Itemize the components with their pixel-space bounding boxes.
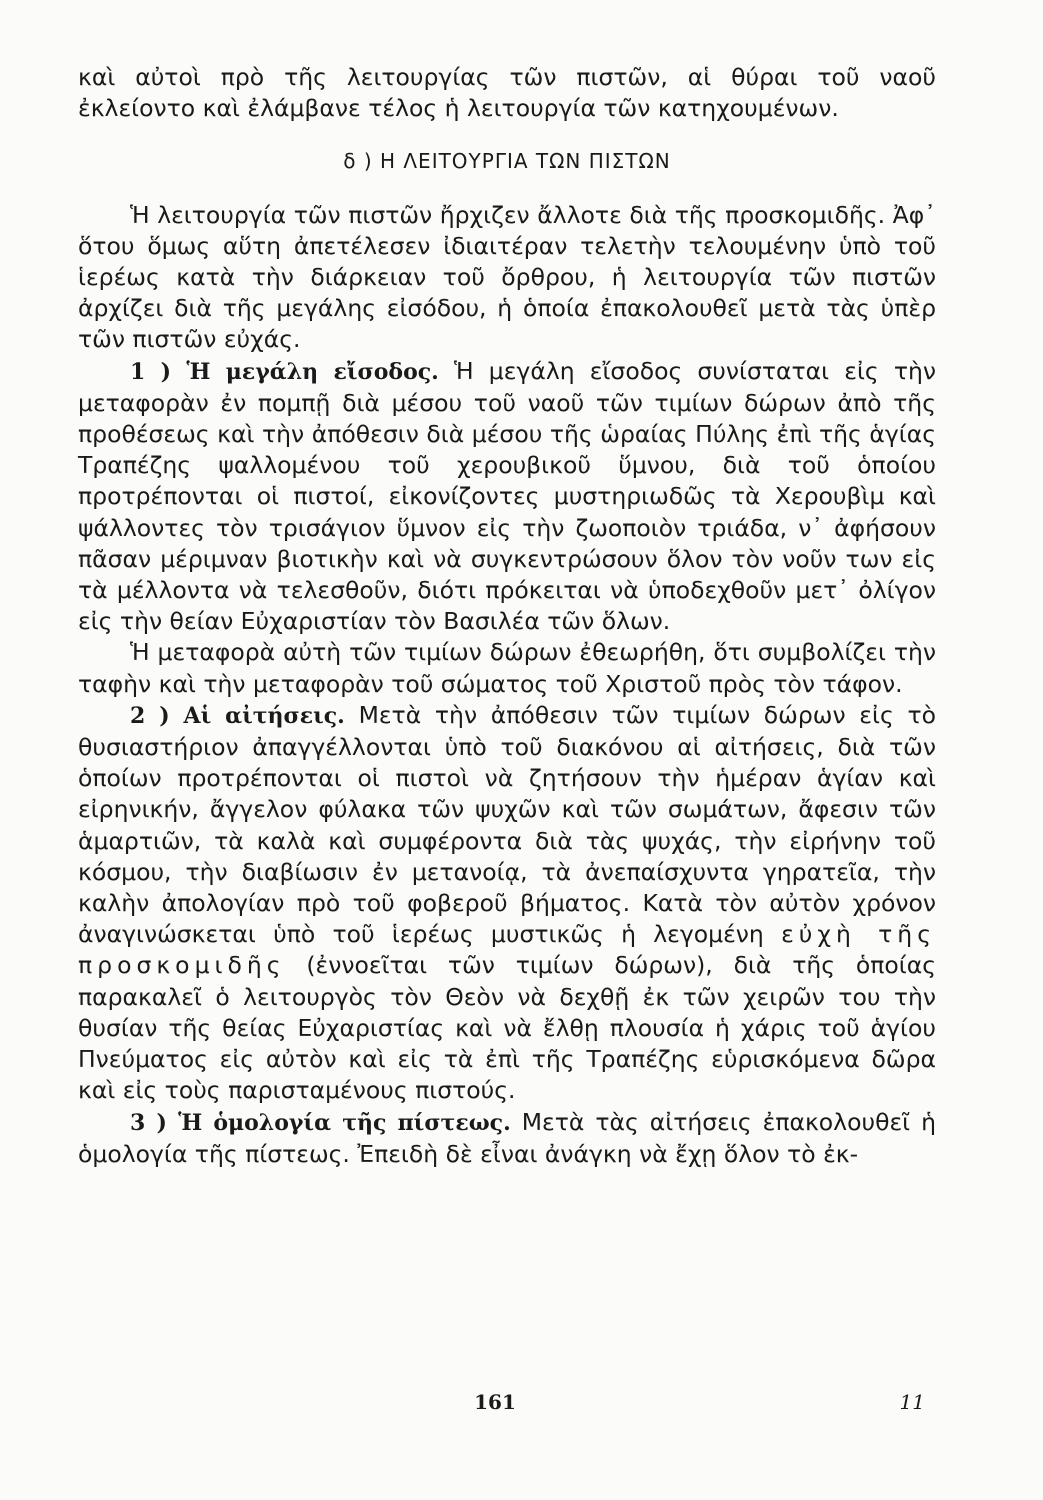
section-1-text: Ἡ μεγάλη εἴσοδος συνίσταται εἰς τὴν μεταφορὰν ἐν πομπῇ διὰ μέσου τοῦ ναοῦ τῶν τιμίων δώρων ἀπὸ τῆς προθέσεως καὶ τὴν ἀπόθεσιν διὰ μέσου τῆς ὡραίας Πύλης ἐπὶ τῆς ἁγίας Τραπέζης ψαλλομένου τοῦ χερουβικοῦ ὕμνου, διὰ τοῦ ὁποίου προτρέπονται οἱ πιστοί, εἰκονίζοντες μυστηριωδῶς τὰ Χερουβὶμ καὶ ψάλλοντες τὸν τρισάγιον ὕμνον εἰς τὴν ζωοποιὸν τριάδα, ν᾽ ἀφήσουν πᾶσαν μέριμναν βιοτικὴν καὶ νὰ συγκεντρώσουν ὅλον τὸν νοῦν των εἰς τὰ μέλλοντα νὰ τελεσθοῦν, διότι πρόκειται νὰ ὑποδεχθοῦν μετ᾽ ὀλίγον εἰς τὴν θείαν Εὐχαριστίαν τὸν Βασιλέα τῶν ὅλων.: [78, 356, 937, 636]
section-2-spaced-phrase: εὐχὴ τῆς προσκομιδῆς: [78, 920, 936, 980]
page-text: [78, 62, 936, 1170]
section-2-text-before: Μετὰ τὴν ἀπόθεσιν τῶν τιμίων δώρων εἰς τὸ θυσιαστήριον ἀπαγγέλλονται ὑπὸ τοῦ διακόνου αἱ αἰτήσεις, διὰ τῶν ὁποίων προτρέπονται οἱ πιστοὶ νὰ ζητήσουν τὴν ἡμέραν ἁγίαν καὶ εἰρηνικήν, ἄγγελον φύλακα τῶν ψυχῶν καὶ τῶν σωμάτων, ἄφεσιν τῶν ἁμαρτιῶν, τὰ καλὰ καὶ συμφέροντα διὰ τὰς ψυχάς, τὴν εἰρήνην τοῦ κόσμου, τὴν διαβίωσιν ἐν μετανοίᾳ, τὰ ἀνεπαίσχυντα γηρατεῖα, τὴν καλὴν ἀπολογίαν πρὸ τοῦ φοβεροῦ βήματος. Κατὰ τὸν αὐτὸν χρόνον ἀναγινώσκεται ὑπὸ τοῦ ἱερέως μυστικῶς ἡ λεγομένη: [78, 700, 936, 949]
signature-mark: 11: [899, 1390, 925, 1414]
section-2-text-after: (ἐννοεῖται τῶν τιμίων δώρων), διὰ τῆς ὁποίας παρακαλεῖ ὁ λειτουργὸς τὸν Θεὸν νὰ δεχθῇ ἐκ τῶν χειρῶν του τὴν θυσίαν τῆς θείας Εὐχαριστίας καὶ νὰ ἔλθῃ πλουσία ἡ χάρις τοῦ ἁγίου Πνεύματος εἰς αὐτὸν καὶ εἰς τὰ ἐπὶ τῆς Τραπέζης εὑρισκόμενα δῶρα καὶ εἰς τοὺς παρισταμένους πιστούς.: [78, 951, 936, 1105]
page-number: 161: [474, 1390, 516, 1414]
section-1-followup: Ἡ μεταφορὰ αὐτὴ τῶν τιμίων δώρων ἐθεωρήθη, ὅτι συμβολίζει τὴν ταφὴν καὶ τὴν μεταφορὰν τοῦ σώματος τοῦ Χριστοῦ πρὸς τὸν τάφον.: [78, 638, 936, 698]
opening-paragraph: καὶ αὐτοὶ πρὸ τῆς λειτουργίας τῶν πιστῶν, αἱ θύραι τοῦ ναοῦ ἐκλείοντο καὶ ἐλάμβανε τέλος ἡ λειτουργία τῶν κατηχουμένων.: [78, 63, 936, 123]
section-2-title: 2 ) Αἱ αἰτήσεις.: [130, 702, 345, 729]
section-2-paragraph: [78, 700, 936, 1107]
section-1-paragraph: [78, 356, 936, 638]
section-3-title: 3 ) Ἡ ὁμολογία τῆς πίστεως.: [130, 1109, 511, 1136]
section-1-title: 1 ) Ἡ μεγάλη εἴσοδος.: [130, 358, 439, 385]
section-heading: δ ) Η ΛΕΙΤΟΥΡΓΙΑ ΤΩΝ ΠΙΣΤΩΝ: [343, 149, 671, 174]
section-3-paragraph: [78, 1107, 936, 1170]
intro-paragraph: Ἡ λειτουργία τῶν πιστῶν ἤρχιζεν ἄλλοτε διὰ τῆς προσκομιδῆς. Ἀφ᾽ ὅτου ὅμως αὕτη ἀπετέλεσεν ἰδιαιτέραν τελετὴν τελουμένην ὑπὸ τοῦ ἱερέως κατὰ τὴν διάρκειαν τοῦ ὄρθρου, ἡ λειτουργία τῶν πιστῶν ἀρχίζει διὰ τῆς μεγάλης εἰσόδου, ἡ ὁποία ἐπακολουθεῖ μετὰ τὰς ὑπὲρ τῶν πιστῶν εὐχάς.: [78, 200, 936, 354]
section-3-text: Μετὰ τὰς αἰτήσεις ἐπακολουθεῖ ἡ ὁμολογία τῆς πίστεως. Ἐπειδὴ δὲ εἶναι ἀνάγκη νὰ ἔχῃ ὅλον τὸ ἐκ-: [78, 1107, 936, 1168]
